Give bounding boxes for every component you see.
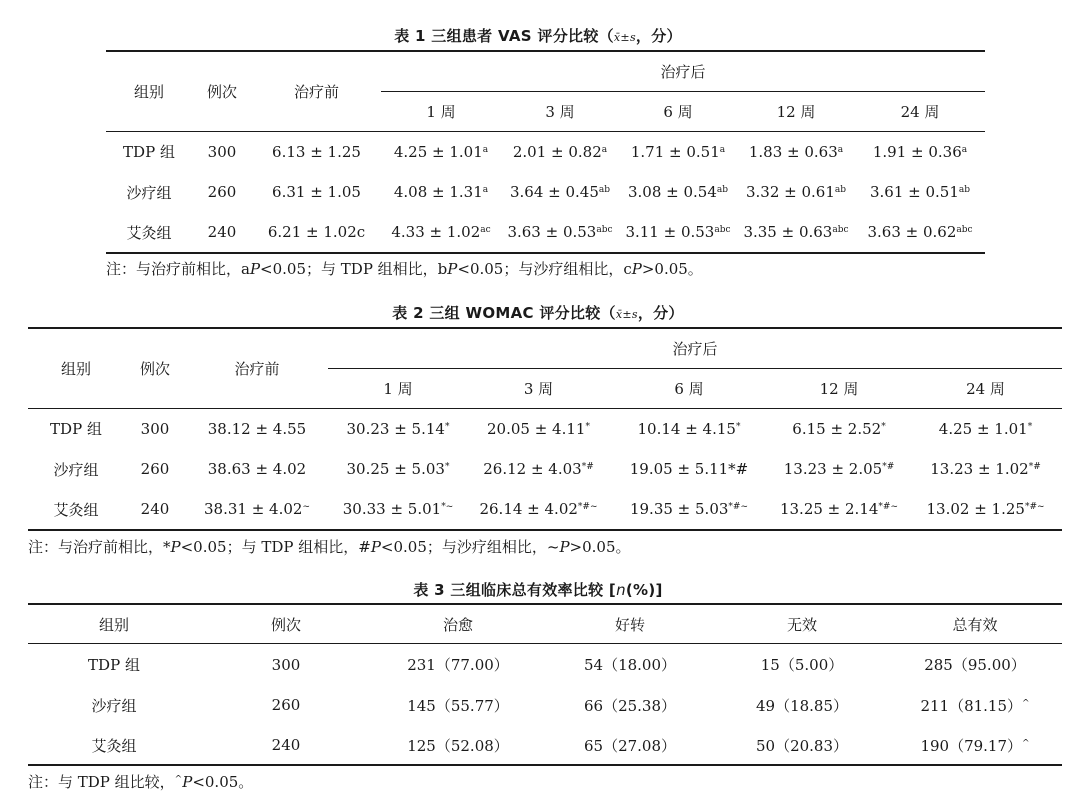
table-row [106, 172, 985, 212]
header-week-6: 6 周 [663, 102, 693, 121]
table2-note: 注：与治疗前相比，*P<0.05；与 TDP 组相比，#P<0.05；与沙疗组相比，~P>0.05。 [28, 538, 631, 556]
table3-note: 注：与 TDP 组比较，^P<0.05。 [28, 773, 254, 791]
header-week-1: 1 周 [383, 379, 413, 398]
table1-note: 注：与治疗前相比，aP<0.05；与 TDP 组相比，bP<0.05；与沙疗组相比，cP>0.05。 [106, 260, 703, 278]
cell-group: TDP 组 [50, 420, 102, 438]
cell-improved: 65（27.08） [583, 736, 677, 755]
cell-week-6: 3.08 ± 0.54$^{ab}$ [627, 183, 729, 201]
table2-title: 表 2 三组 WOMAC 评分比较（x̄±s，分） [392, 304, 684, 322]
table-row [28, 408, 1062, 449]
cell-week-6: 3.11 ± 0.53$^{abc}$ [625, 223, 731, 241]
cell-cases: 240 [207, 223, 237, 241]
mean-sd-formula: x̄±s [615, 308, 638, 321]
cell-week-3: 3.63 ± 0.53$^{abc}$ [507, 223, 613, 241]
cell-week-1: 30.23 ± 5.14* [346, 419, 450, 438]
mean-sd-formula: x̄±s [613, 31, 636, 44]
cell-week-24: 4.25 ± 1.01* [938, 419, 1033, 438]
header-group: 组别 [60, 359, 91, 378]
cell-group: 沙疗组 [126, 183, 172, 202]
table3-title: 表 3 三组临床总有效率比较 [n(%)] [413, 581, 663, 599]
header-group: 组别 [98, 615, 129, 634]
table-row [28, 725, 1062, 765]
cell-week-6: 1.71 ± 0.51$^a$ [630, 142, 726, 161]
header-week-24: 24 周 [966, 379, 1005, 398]
table2 [28, 328, 1062, 529]
cell-before: 38.63 ± 4.02 [207, 460, 307, 478]
header-week-12: 12 周 [819, 379, 859, 398]
header-week-1: 1 周 [426, 102, 456, 121]
header-before: 治疗前 [293, 82, 339, 101]
cell-cases: 260 [207, 183, 237, 201]
cell-group: 艾灸组 [53, 500, 99, 519]
cell-week-24: 13.02 ± 1.25*#~ [926, 500, 1045, 518]
header-after: 治疗后 [672, 339, 718, 358]
header-before: 治疗前 [234, 359, 280, 378]
cell-week-1: 30.33 ± 5.01*~ [342, 500, 454, 518]
cell-cured: 125（52.08） [407, 736, 509, 755]
cell-week-3: 3.64 ± 0.45$^{ab}$ [509, 183, 611, 201]
cell-before: 6.13 ± 1.25 [272, 142, 361, 161]
header-cases: 例次 [270, 615, 301, 634]
cell-week-3: 20.05 ± 4.11* [487, 419, 590, 438]
cell-improved: 54（18.00） [583, 656, 677, 674]
cell-week-12: 13.23 ± 2.05*# [783, 460, 895, 478]
table-row [106, 131, 985, 172]
cell-week-12: 3.35 ± 0.63$^{abc}$ [743, 223, 849, 241]
cell-week-24: 1.91 ± 0.36$^a$ [872, 142, 968, 161]
cell-cases: 240 [271, 736, 301, 754]
cell-ineffective: 49（18.85） [755, 696, 849, 715]
cell-week-24: 3.63 ± 0.62$^{abc}$ [867, 223, 973, 241]
cell-week-1: 4.33 ± 1.02$^{ac}$ [391, 223, 491, 241]
cell-cured: 145（55.77） [407, 696, 509, 715]
cell-week-3: 26.14 ± 4.02*#~ [479, 500, 598, 518]
header-week-6: 6 周 [674, 379, 704, 398]
header-improved: 好转 [614, 615, 645, 634]
table-row [28, 685, 1062, 725]
cell-cured: 231（77.00） [407, 656, 509, 674]
header-week-3: 3 周 [545, 102, 575, 121]
cell-total: 211（81.15）^ [920, 696, 1030, 715]
cell-week-1: 4.25 ± 1.01$^a$ [393, 142, 489, 161]
table3 [28, 604, 1062, 765]
cell-group: 艾灸组 [91, 736, 137, 755]
table1 [106, 51, 985, 252]
header-after: 治疗后 [660, 62, 706, 81]
cell-before: 6.31 ± 1.05 [272, 183, 361, 201]
header-cured: 治愈 [442, 615, 473, 634]
cell-ineffective: 50（20.83） [755, 736, 849, 755]
cell-week-6: 19.05 ± 5.11*# [629, 460, 749, 478]
cell-week-3: 2.01 ± 0.82$^a$ [512, 142, 608, 161]
table-row [28, 489, 1062, 529]
cell-week-12: 3.32 ± 0.61$^{ab}$ [745, 183, 847, 201]
header-week-3: 3 周 [523, 379, 554, 398]
cell-total: 285（95.00） [924, 656, 1026, 674]
header-group: 组别 [133, 82, 164, 101]
cell-ineffective: 15（5.00） [760, 656, 844, 674]
cell-cases: 260 [271, 696, 301, 714]
header-ineffective: 无效 [786, 615, 817, 634]
cell-cases: 300 [271, 655, 301, 674]
cell-improved: 66（25.38） [583, 696, 677, 715]
cell-cases: 300 [207, 142, 237, 161]
cell-week-24: 3.61 ± 0.51$^{ab}$ [869, 183, 971, 201]
cell-week-1: 4.08 ± 1.31$^a$ [393, 183, 489, 201]
cell-group: 艾灸组 [126, 223, 172, 242]
cell-week-12: 13.25 ± 2.14*#~ [779, 500, 899, 518]
header-week-12: 12 周 [776, 102, 816, 121]
cell-week-24: 13.23 ± 1.02*# [930, 460, 1041, 478]
table1-bottom-rule [106, 252, 985, 254]
cell-total: 190（79.17）^ [920, 736, 1030, 755]
cell-week-3: 26.12 ± 4.03*# [483, 460, 594, 478]
table-row [106, 212, 985, 252]
table1-title: 表 1 三组患者 VAS 评分比较（x̄±s，分） [394, 27, 682, 45]
header-cases: 例次 [139, 359, 170, 378]
table-row [28, 449, 1062, 489]
cell-week-12: 1.83 ± 0.63$^a$ [748, 142, 844, 161]
cell-before: 38.12 ± 4.55 [207, 419, 307, 438]
cell-group: 沙疗组 [91, 696, 137, 715]
cell-group: 沙疗组 [53, 460, 99, 479]
cell-group: TDP 组 [123, 143, 175, 161]
cell-group: TDP 组 [88, 656, 140, 674]
cell-week-1: 30.25 ± 5.03* [346, 460, 450, 478]
cell-week-6: 10.14 ± 4.15* [637, 419, 741, 438]
cell-cases: 300 [140, 419, 170, 438]
cell-week-6: 19.35 ± 5.03*#~ [629, 500, 749, 518]
cell-before: 38.31 ± 4.02~ [204, 500, 310, 518]
cell-before: 6.21 ± 1.02c [267, 223, 366, 241]
header-week-24: 24 周 [900, 102, 940, 121]
table-row [28, 644, 1062, 685]
table2-bottom-rule [28, 529, 1062, 531]
cell-week-12: 6.15 ± 2.52* [792, 419, 886, 438]
header-total: 总有效 [952, 615, 998, 634]
cell-cases: 240 [140, 500, 170, 518]
header-cases: 例次 [206, 82, 237, 101]
cell-cases: 260 [140, 460, 170, 478]
